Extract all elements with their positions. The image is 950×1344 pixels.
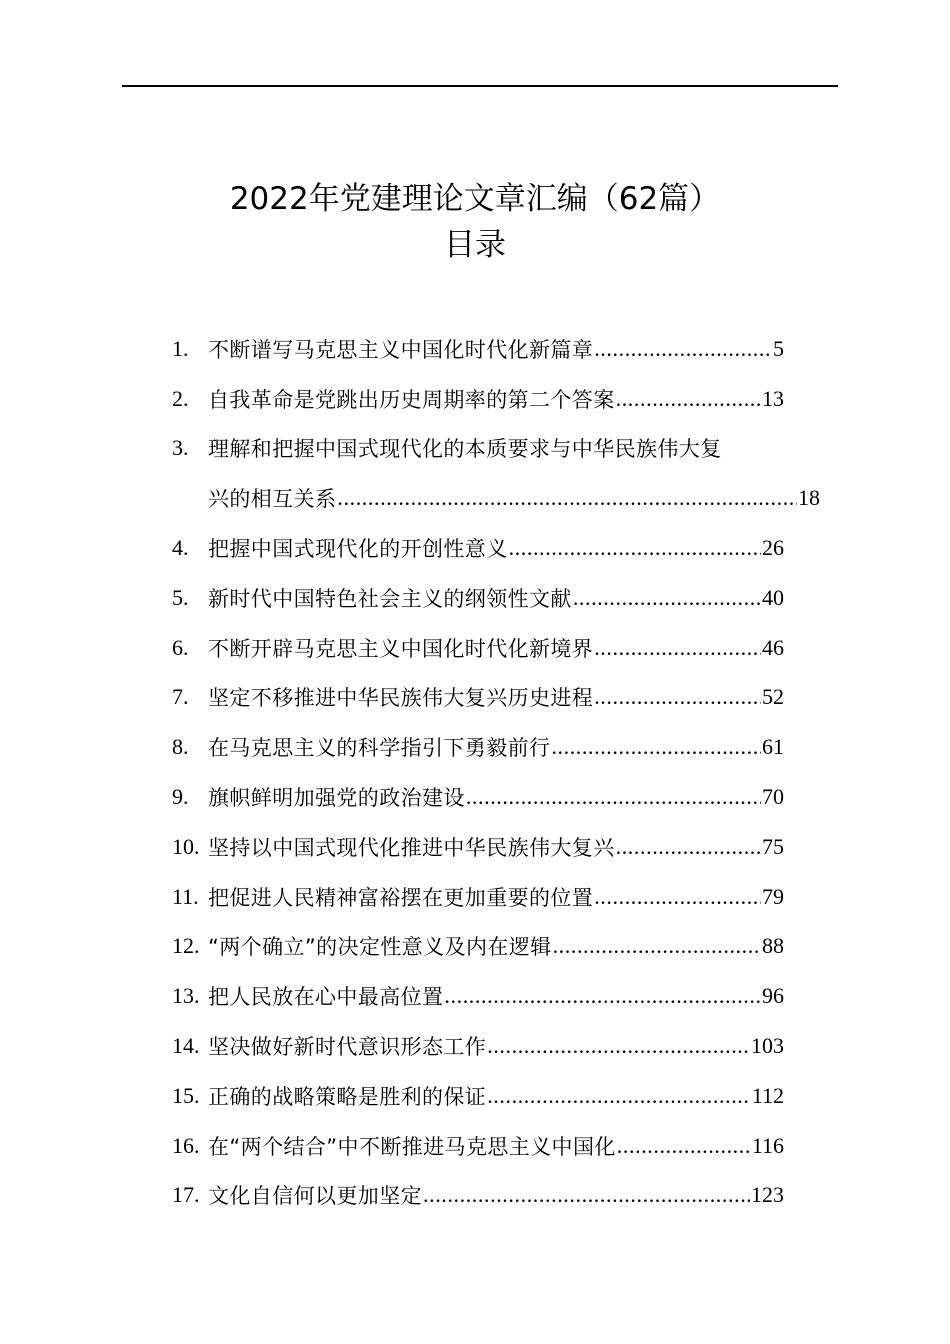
toc-number: 6. [172, 634, 189, 660]
toc-entry[interactable] [172, 324, 822, 374]
toc-leader-dots [573, 585, 761, 611]
toc-leader-dots [617, 1133, 751, 1159]
toc-number: 14. [172, 1033, 200, 1059]
toc-page-number: 13 [762, 385, 784, 411]
toc-line [172, 772, 784, 822]
header-rule [122, 85, 838, 87]
toc-leader-dots [594, 635, 761, 661]
toc-line [172, 1021, 784, 1071]
toc-title: 理解和把握中国式现代化的本质要求与中华民族伟大复 [208, 437, 722, 462]
toc-leader-dots [487, 1033, 750, 1059]
toc-leader-dots [509, 535, 761, 561]
toc-page-number: 103 [751, 1033, 784, 1059]
toc-number: 9. [172, 784, 189, 810]
toc-leader-dots [594, 884, 761, 910]
toc-number: 13. [172, 983, 200, 1009]
toc-page-number: 46 [762, 634, 784, 660]
toc-line [172, 424, 822, 474]
toc-line [172, 922, 784, 972]
toc-leader-dots [444, 983, 761, 1009]
toc-entry[interactable] [172, 623, 822, 673]
toc-number: 16. [172, 1132, 200, 1158]
toc-line-continuation [172, 473, 820, 523]
toc-page-number: 88 [762, 933, 784, 959]
toc-title: “两个确立”的决定性意义及内在逻辑 [208, 935, 552, 960]
toc-leader-dots [594, 336, 772, 362]
document-title: 2022年党建理论文章汇编（62篇） [229, 181, 721, 217]
toc-line [172, 1121, 784, 1171]
toc-line [172, 673, 784, 723]
toc-number: 11. [172, 883, 199, 909]
toc-page-number: 116 [751, 1132, 784, 1158]
toc-number: 7. [172, 684, 189, 710]
toc-number: 15. [172, 1082, 200, 1108]
toc-title: 不断开辟马克思主义中国化时代化新境界 [208, 636, 594, 661]
toc-entry[interactable] [172, 922, 822, 972]
toc-leader-dots [423, 1182, 750, 1208]
toc-entry[interactable] [172, 722, 822, 772]
toc-title: 把握中国式现代化的开创性意义 [208, 537, 508, 562]
toc-page-number: 75 [762, 833, 784, 859]
toc-page-number: 40 [762, 584, 784, 610]
toc-line [172, 623, 784, 673]
toc-page-number: 70 [762, 784, 784, 810]
toc-line [172, 1071, 784, 1121]
toc-entry[interactable] [172, 573, 822, 623]
toc-leader-dots [616, 834, 761, 860]
toc-number: 8. [172, 734, 189, 760]
toc-leader-dots [616, 386, 761, 412]
toc-leader-dots [553, 933, 761, 959]
toc-page-number: 96 [762, 983, 784, 1009]
toc-entry[interactable] [172, 374, 822, 424]
toc-title: 正确的战略策略是胜利的保证 [208, 1084, 487, 1109]
toc-line [172, 523, 784, 573]
toc-page-number: 5 [773, 335, 784, 361]
toc-title: 在“两个结合”中不断推进马克思主义中国化 [208, 1134, 616, 1159]
toc-title: 不断谱写马克思主义中国化时代化新篇章 [208, 337, 594, 362]
toc-number: 4. [172, 535, 189, 561]
table-of-contents [172, 324, 822, 1220]
toc-entry[interactable] [172, 1071, 822, 1121]
toc-entry[interactable] [172, 872, 822, 922]
toc-number: 10. [172, 833, 200, 859]
toc-page-number: 26 [762, 535, 784, 561]
toc-page-number: 52 [762, 684, 784, 710]
toc-leader-dots [594, 684, 761, 710]
toc-title: 把促进人民精神富裕摆在更加重要的位置 [208, 885, 594, 910]
toc-page-number: 61 [762, 734, 784, 760]
toc-page-number: 18 [798, 485, 820, 511]
toc-entry[interactable] [172, 772, 822, 822]
toc-number: 17. [172, 1182, 200, 1208]
title-block [0, 176, 950, 268]
toc-entry[interactable] [172, 523, 822, 573]
toc-line [172, 872, 784, 922]
toc-number: 12. [172, 933, 200, 959]
toc-line [172, 1171, 784, 1221]
toc-entry[interactable] [172, 971, 822, 1021]
toc-title: 坚定不移推进中华民族伟大复兴历史进程 [208, 686, 594, 711]
toc-heading: 目录 [444, 227, 506, 263]
toc-line [172, 324, 784, 374]
toc-line [172, 971, 784, 1021]
toc-line [172, 573, 784, 623]
toc-title: 旗帜鲜明加强党的政治建设 [208, 786, 465, 811]
toc-title: 自我革命是党跳出历史周期率的第二个答案 [208, 387, 615, 412]
toc-number: 5. [172, 584, 189, 610]
toc-number: 3. [172, 435, 189, 461]
toc-title: 把人民放在心中最高位置 [208, 985, 444, 1010]
toc-line [172, 722, 784, 772]
toc-title: 文化自信何以更加坚定 [208, 1184, 422, 1209]
toc-leader-dots [487, 1083, 751, 1109]
toc-leader-dots [551, 734, 761, 760]
toc-entry[interactable] [172, 822, 822, 872]
toc-title: 在马克思主义的科学指引下勇毅前行 [208, 736, 551, 761]
toc-number: 1. [172, 335, 189, 361]
toc-leader-dots [466, 784, 761, 810]
toc-line [172, 822, 784, 872]
toc-title: 新时代中国特色社会主义的纲领性文献 [208, 586, 572, 611]
toc-entry[interactable] [172, 424, 822, 524]
toc-line [172, 374, 784, 424]
toc-entry[interactable] [172, 1121, 822, 1171]
toc-page-number: 112 [751, 1082, 784, 1108]
toc-number: 2. [172, 385, 189, 411]
toc-title-continuation: 兴的相互关系 [208, 487, 337, 512]
toc-entry[interactable] [172, 673, 822, 723]
toc-entry[interactable] [172, 1021, 822, 1071]
toc-page-number: 123 [751, 1182, 784, 1208]
toc-title: 坚决做好新时代意识形态工作 [208, 1035, 487, 1060]
toc-leader-dots [337, 485, 797, 511]
toc-entry[interactable] [172, 1171, 822, 1221]
toc-title: 坚持以中国式现代化推进中华民族伟大复兴 [208, 835, 615, 860]
toc-page-number: 79 [762, 883, 784, 909]
